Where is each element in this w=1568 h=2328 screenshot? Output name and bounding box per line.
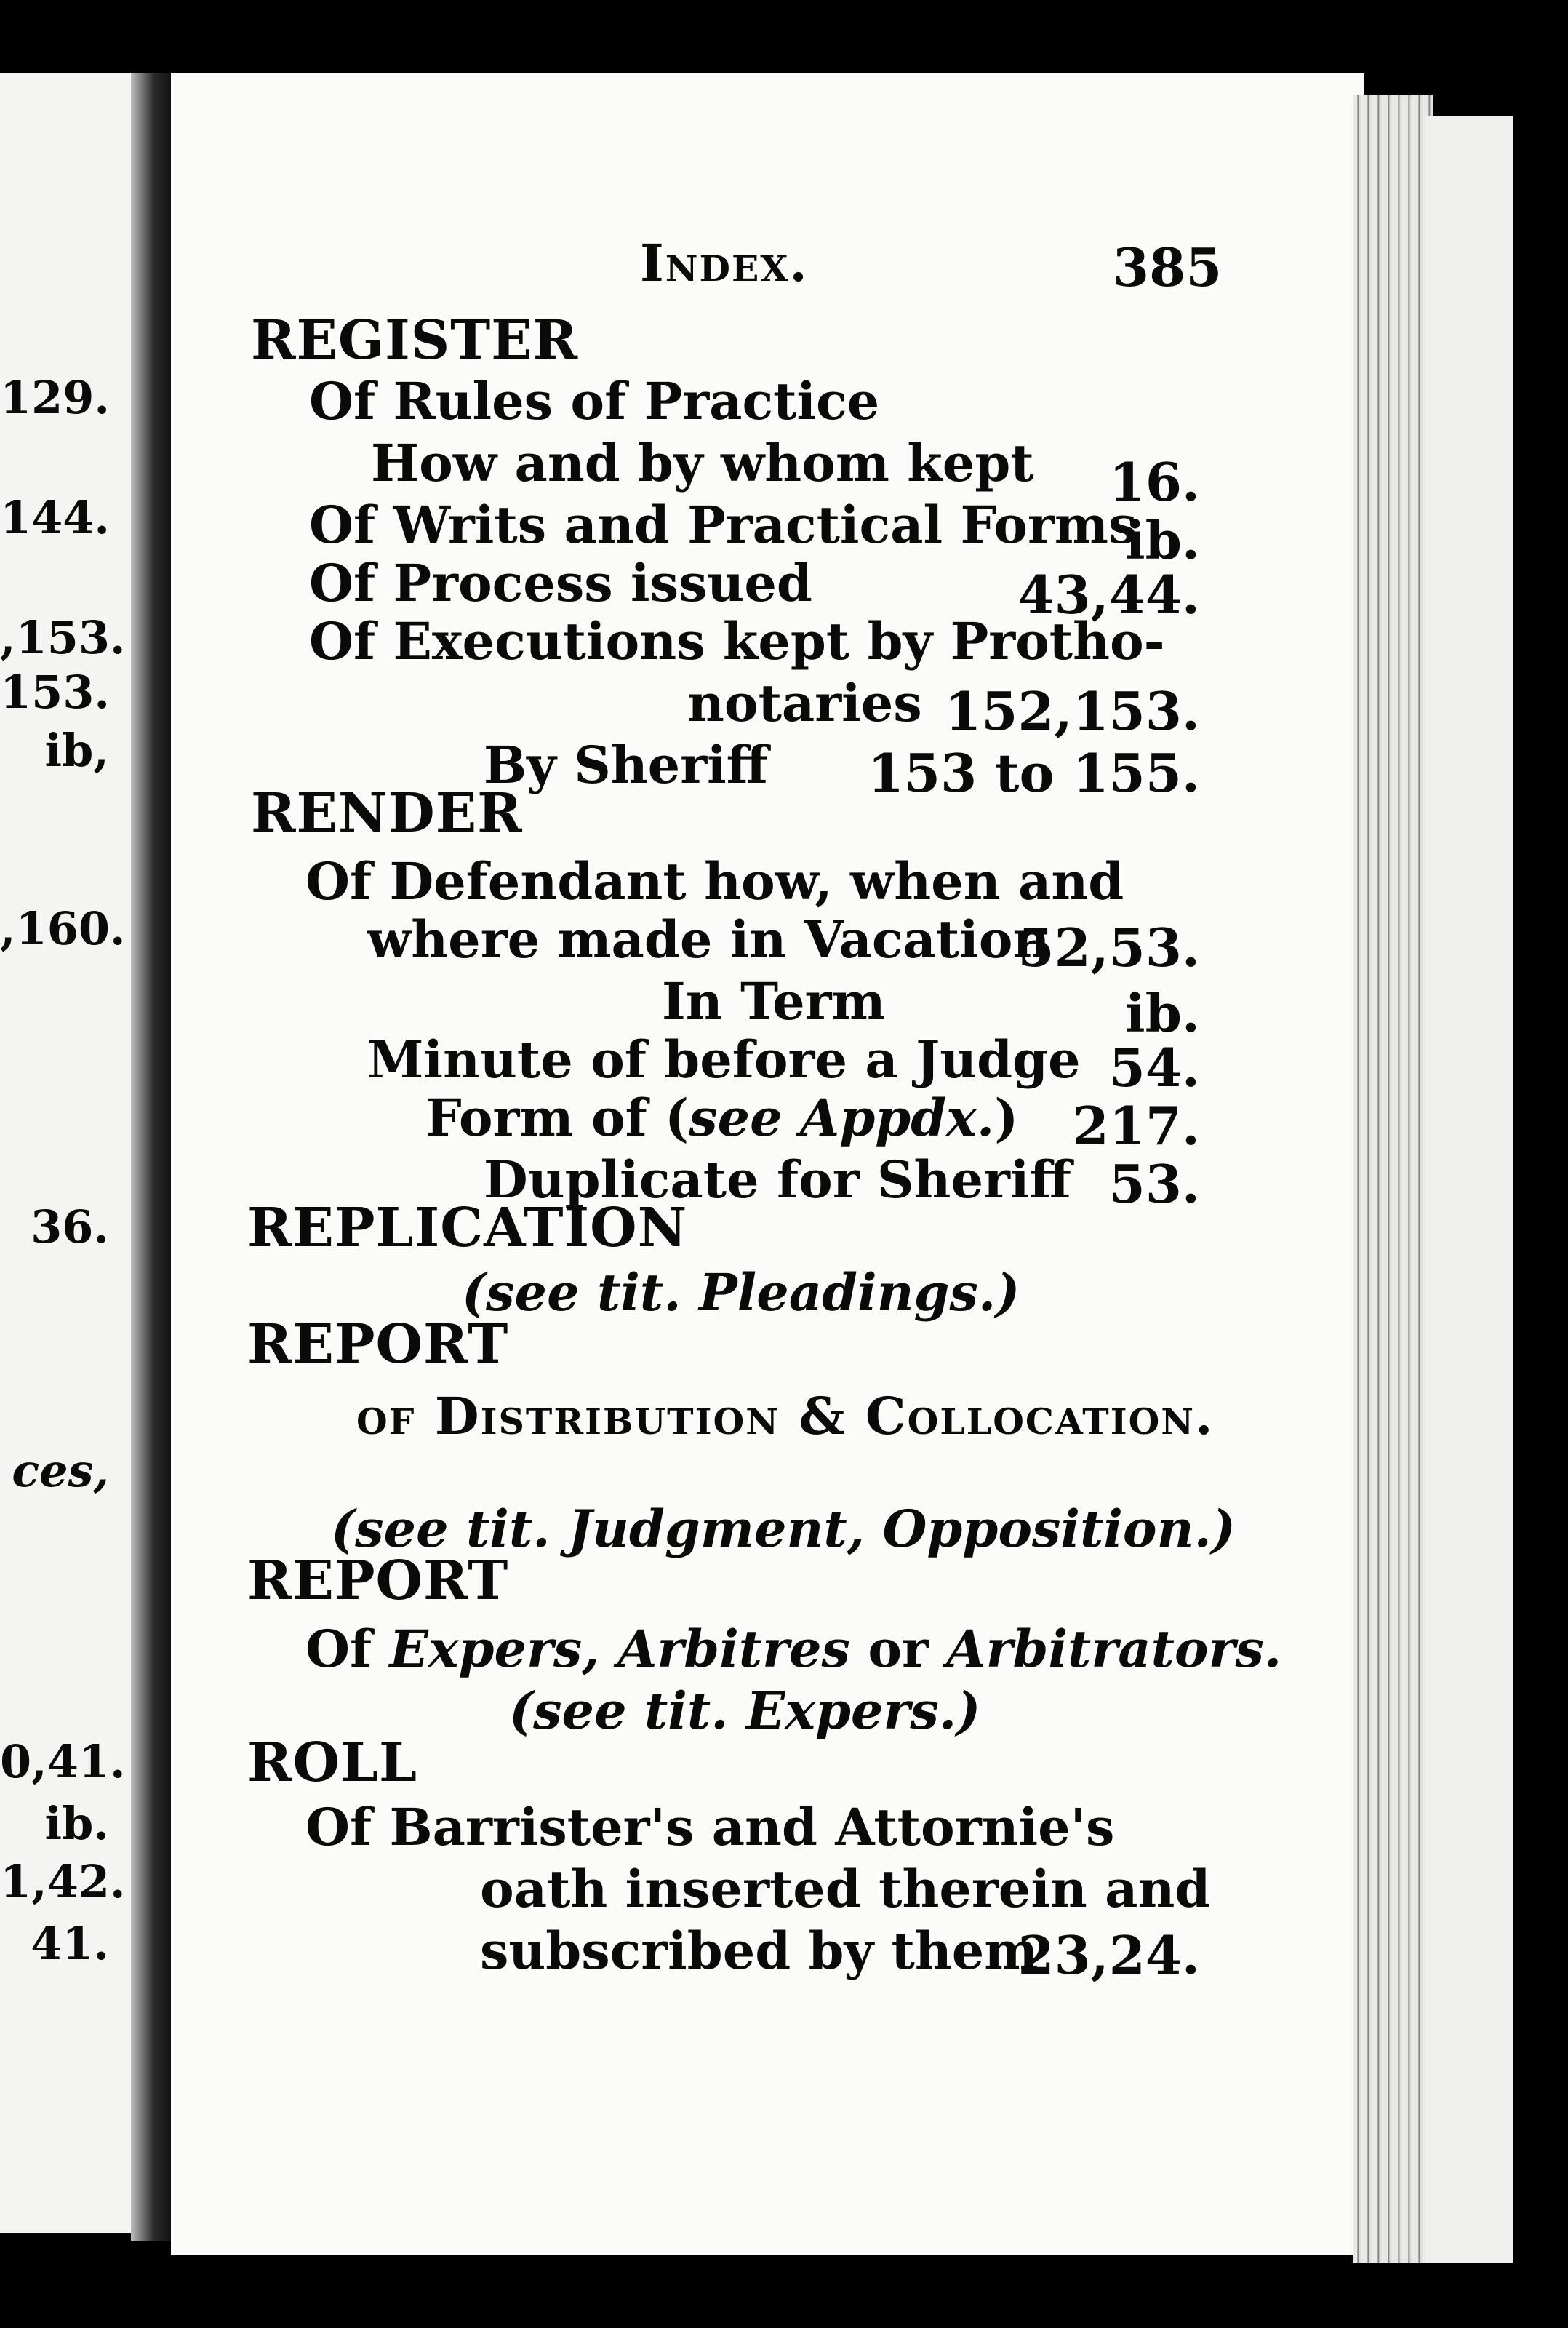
report-expers-of: Of [305,1619,372,1679]
page-ref: 152,153. [945,680,1200,742]
page-edge-outer [1425,116,1513,2263]
facing-number: 41. [31,1917,109,1970]
report-expers-arbs: Arbitrators. [946,1619,1282,1679]
page-ref: 217. [1072,1095,1200,1157]
facing-number: 36. [31,1200,109,1253]
entry-heading-roll: ROLL [247,1731,418,1794]
page-ref: 153 to 155. [867,742,1200,804]
roll-line3: subscribed by them [480,1921,1039,1981]
render-form-prefix: Form of ( [425,1088,689,1148]
report-expers-see: (see tit. Expers.) [509,1681,981,1741]
page-reference-column [867,0,1200,2328]
page-ref: 54. [1108,1037,1200,1099]
entry-heading-replication: REPLICATION [247,1197,688,1259]
facing-number: 1,42. [0,1855,126,1908]
entry-heading-report: REPORT [247,1313,509,1376]
page-ref: 53. [1108,1153,1200,1215]
facing-number: ,160. [0,902,126,955]
report-expers-arb: Arbitres [617,1619,850,1679]
page-ref: 43,44. [1017,564,1200,626]
page-edges [1353,95,1433,2263]
report-expers-or: or [868,1619,929,1679]
render-defendant: Of Defendant how, when and [305,851,1124,912]
facing-number: ces, [12,1444,109,1497]
report-expers-exp: Expers, [389,1619,600,1679]
facing-page-numbers [0,0,126,2328]
render-form-ref: see Appdx. [689,1088,995,1148]
render-form-suffix: ) [994,1088,1019,1148]
register-executions: Of Executions kept by Protho- [309,611,1165,671]
page-ref: 16. [1108,451,1200,513]
facing-number: 129. [0,371,111,424]
roll-line1: Of Barrister's and Attornie's [305,1797,1115,1857]
render-vacation: where made in Vacation [367,909,1050,970]
replication-see: (see tit. Pleadings.) [462,1262,1020,1323]
register-rules: Of Rules of Practice [309,371,880,431]
register-writs: Of Writs and Practical Forms [309,495,1137,555]
facing-number: ib, [44,724,109,777]
render-duplicate: Duplicate for Sheriff [484,1149,1071,1210]
register-process: Of Process issued [309,553,812,613]
report-of: of [356,1386,416,1446]
entry-heading-report: REPORT [247,1550,509,1612]
page-ref: ib. [1125,982,1200,1044]
facing-number: ib. [44,1797,109,1850]
page-header-title: Index. [640,233,809,293]
report-distribution-see: (see tit. Judgment, Opposition.) [331,1499,1236,1559]
register-rules-how: How and by whom kept [371,433,1034,493]
entry-heading-render: RENDER [251,782,523,845]
page-number: 385 [1113,236,1223,298]
page-ref: ib. [1125,509,1200,571]
roll-line2: oath inserted therein and [480,1859,1211,1919]
facing-number: ,153. [0,611,126,664]
register-executions-cont: notaries [687,673,922,733]
facing-number: 144. [0,491,111,544]
render-term: In Term [662,971,886,1032]
register-sheriff: By Sheriff [484,735,769,795]
facing-number: 0,41. [0,1735,126,1788]
entry-heading-register: REGISTER [251,309,579,372]
page-ref: 52,53. [1017,917,1200,978]
render-minute: Minute of before a Judge [367,1029,1081,1090]
page-ref: 23,24. [1017,1924,1200,1986]
facing-number: 153. [0,666,111,719]
report-distribution-title: Distribution & Collocation. [434,1386,1215,1446]
